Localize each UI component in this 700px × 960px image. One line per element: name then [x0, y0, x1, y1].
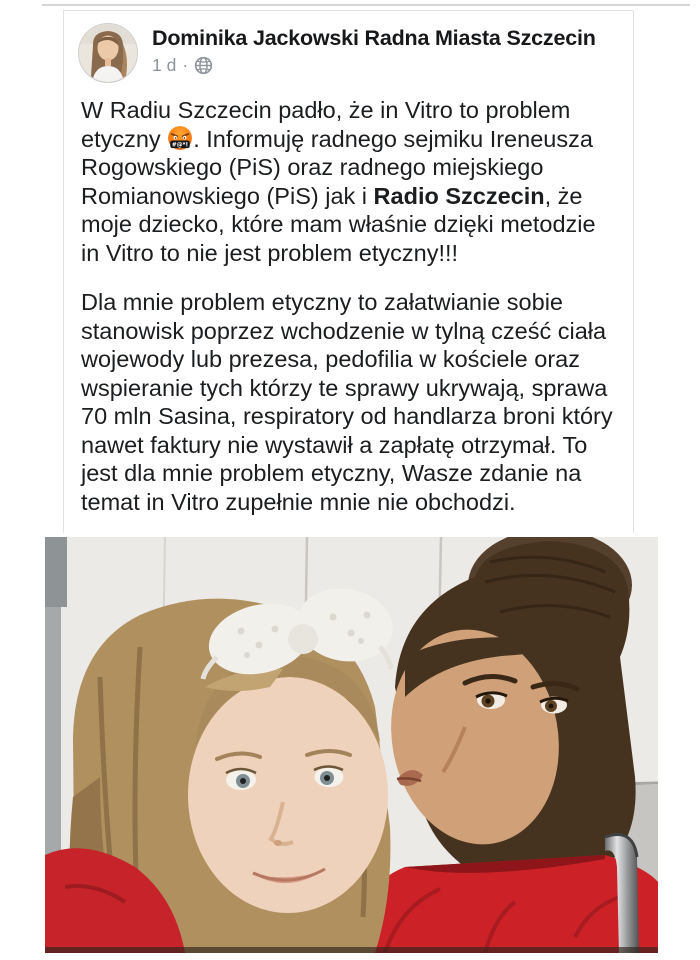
paragraph-1 — [81, 96, 616, 267]
author-name[interactable]: Dominika Jackowski Radna Miasta Szczecin — [152, 26, 596, 50]
meta-separator: · — [182, 54, 189, 75]
paragraph-1-part-1: W Radiu Szczecin padło, że in Vitro to problem etyczny — [81, 97, 571, 152]
post-text — [64, 83, 633, 566]
profile-avatar[interactable] — [78, 23, 138, 83]
paragraph-1-part-3: , że moje dziecko, które mam właśnie dzięki metodzie in Vitro to nie jest problem etyczny!!! — [81, 182, 596, 266]
paragraph-2: Dla mnie problem etyczny to załatwianie sobie stanowisk poprzez wchodzenie w tylną cześć ciała wojewody lub prezesa, pedofilia w kościele oraz wspieranie tych którzy te sprawy ukrywają, sprawa 70 mln Sasina, respiratory od handlarza broni który nawet faktury nie wystawił a zapłatę otrzymał. To jest dla mnie problem etyczny, Wasze zdanie na temat in Vitro zupełnie mnie nie obchodzi. — [81, 289, 613, 515]
post-photo[interactable] — [45, 537, 658, 953]
paragraph-1-bold: Radio Szczecin — [373, 182, 545, 209]
timestamp: 1 d — [152, 54, 177, 75]
post-header-text — [152, 23, 596, 76]
post-meta[interactable] — [152, 55, 596, 76]
photo-bottom-shadow — [45, 947, 658, 953]
facebook-post-card — [63, 10, 634, 533]
photo-illustration — [45, 537, 658, 953]
svg-text:#@*!: #@*! — [172, 142, 189, 149]
paragraph-1-part-2: . Informuję radnego sejmiku Ireneusza Rogowskiego (PiS) oraz radnego miejskiego Romianowskiego (PiS) jak i — [81, 125, 593, 209]
face-with-symbols-on-mouth-icon — [167, 125, 193, 151]
avatar-illustration — [79, 24, 137, 82]
post-header — [64, 11, 633, 83]
globe-public-icon — [194, 56, 213, 75]
screenshot-top-edge — [42, 4, 690, 6]
